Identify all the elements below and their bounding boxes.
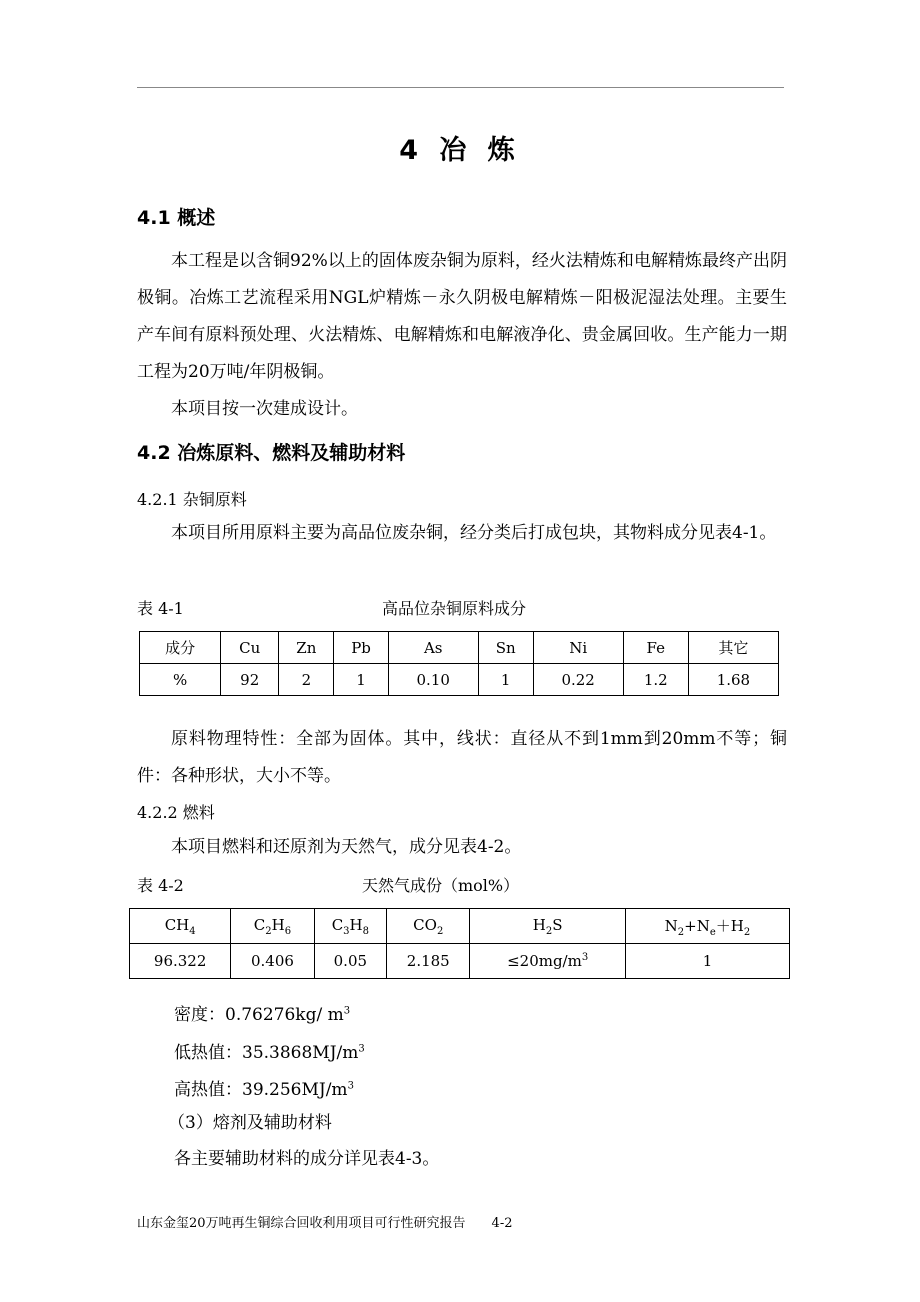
section-4-1-paragraph: 本工程是以含铜92%以上的固体废杂铜为原料，经火法精炼和电解精炼最终产出阴极铜。冶炼工艺流程采用NGL炉精炼－永久阴极电解精炼－阳极泥湿法处理。主要生产车间有原料预处理、火法精炼、电解精炼和电解液净化、贵金属回收。生产能力一期工程为20万吨/年阴极铜。 xyxy=(137,251,787,382)
table-cell: 0.10 xyxy=(388,664,478,696)
table-cell: $CH_4$ xyxy=(130,909,231,944)
table-4-2 xyxy=(129,908,790,979)
table-4-1-title: 高品位杂铜原料成分 xyxy=(382,599,527,618)
section-4-2-heading: 4.2 冶炼原料、燃料及辅助材料 xyxy=(137,442,406,464)
subsection-4-2-2: 4.2.2 燃料 xyxy=(137,803,215,822)
subsection-flux-materials: （3）熔剂及辅助材料 xyxy=(168,1113,332,1133)
table-4-1-header-row xyxy=(140,632,779,664)
table-cell: Ni xyxy=(533,632,623,664)
table-cell: 92 xyxy=(221,664,279,696)
table-cell: Pb xyxy=(334,632,388,664)
header-rule xyxy=(137,87,784,88)
table-cell: $N_2+N_e+H_2$ xyxy=(625,909,789,944)
density-line: 密度：0.76276kg/ $m^3$ xyxy=(174,1005,351,1025)
table-cell: 1 xyxy=(625,944,789,979)
table-cell: $\le 20mg/m^3$ xyxy=(470,944,626,979)
table-cell: 1.2 xyxy=(623,664,688,696)
table-cell: Fe xyxy=(623,632,688,664)
table-cell: 2.185 xyxy=(387,944,470,979)
table-4-1-label: 表 4-1 xyxy=(137,599,184,618)
table-cell: Sn xyxy=(478,632,533,664)
low-heat-value-line: 低热值：$35.3868MJ/m^3$ xyxy=(174,1043,365,1063)
table-4-2-label: 表 4-2 xyxy=(137,876,184,895)
high-heat-value-line: 高热值：$39.256MJ/m^3$ xyxy=(174,1080,354,1100)
section-4-1-heading: 4.1 概述 xyxy=(137,207,216,229)
page-number: 4-2 xyxy=(491,1216,513,1231)
table-cell: 1 xyxy=(334,664,388,696)
section-4-1-paragraph-2: 本项目按一次建成设计。 xyxy=(171,399,358,419)
table-cell: $CO_2$ xyxy=(387,909,470,944)
table-cell: 1.68 xyxy=(688,664,778,696)
table-4-2-header-row xyxy=(130,909,790,944)
physical-properties-paragraph: 原料物理特性：全部为固体。其中，线状：直径从不到1mm到20mm不等；铜件：各种形状，大小不等。 xyxy=(137,729,787,786)
footer-title: 山东金玺20万吨再生铜综合回收利用项目可行性研究报告 xyxy=(137,1216,466,1231)
table-4-2-title: 天然气成份（mol%） xyxy=(362,876,520,895)
table-cell: 成分 xyxy=(140,632,221,664)
table-cell: 2 xyxy=(279,664,334,696)
table-cell: $H_2S$ xyxy=(470,909,626,944)
table-cell: 1 xyxy=(478,664,533,696)
table-cell: 0.22 xyxy=(533,664,623,696)
table-cell: 0.406 xyxy=(231,944,314,979)
table-cell: As xyxy=(388,632,478,664)
table-4-1 xyxy=(139,631,779,696)
table-4-1-data-row xyxy=(140,664,779,696)
subsection-4-2-1: 4.2.1 杂铜原料 xyxy=(137,490,247,509)
table-cell: % xyxy=(140,664,221,696)
table-cell: 96.322 xyxy=(130,944,231,979)
table-cell: 0.05 xyxy=(314,944,387,979)
table-cell: 其它 xyxy=(688,632,778,664)
table-4-2-data-row xyxy=(130,944,790,979)
table-cell: $C_2H_6$ xyxy=(231,909,314,944)
table-cell: $C_3H_8$ xyxy=(314,909,387,944)
table-cell: Cu xyxy=(221,632,279,664)
raw-material-paragraph: 本项目所用原料主要为高品位废杂铜，经分类后打成包块，其物料成分见表4-1。 xyxy=(171,523,777,543)
fuel-paragraph: 本项目燃料和还原剂为天然气，成分见表4-2。 xyxy=(171,837,522,857)
page-footer xyxy=(137,1212,512,1231)
table-cell: Zn xyxy=(279,632,334,664)
auxiliary-materials-paragraph: 各主要辅助材料的成分详见表4-3。 xyxy=(174,1149,440,1169)
chapter-title: 4 冶 炼 xyxy=(399,135,521,166)
